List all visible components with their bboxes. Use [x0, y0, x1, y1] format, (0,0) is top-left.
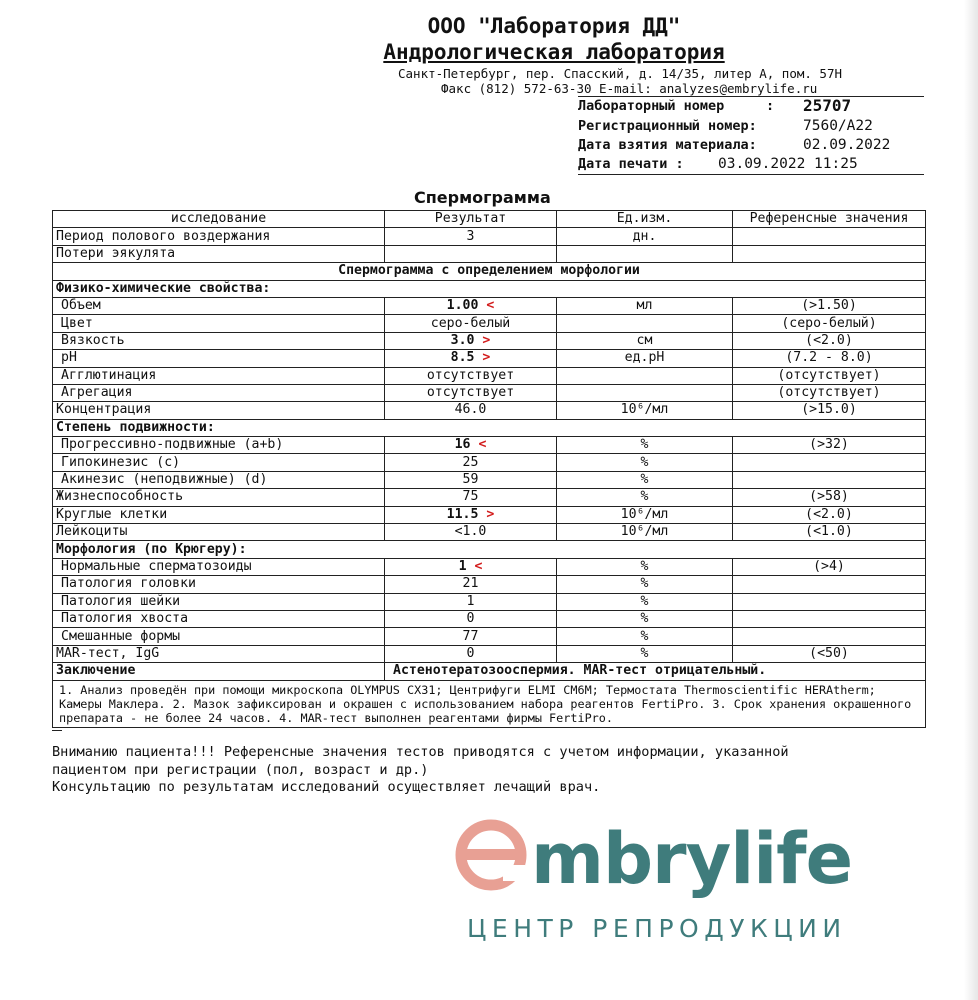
- section-phys-title: Физико-химические свойства:: [53, 280, 926, 297]
- test-result: серо-белый: [385, 315, 557, 332]
- test-name: Круглые клетки: [53, 506, 385, 523]
- test-ref: [733, 228, 926, 245]
- print-date: 03.09.2022 11:25: [718, 156, 858, 172]
- table-row: [53, 297, 926, 314]
- test-name: Цвет: [53, 315, 385, 332]
- test-ref: [733, 471, 926, 488]
- test-ref: (>58): [733, 489, 926, 506]
- test-ref: (<1.0): [733, 524, 926, 541]
- test-unit: %: [557, 645, 733, 662]
- test-name: pH: [53, 350, 385, 367]
- test-result: 8.5 >: [385, 350, 557, 367]
- test-unit: ед.pH: [557, 350, 733, 367]
- results-table: [52, 210, 926, 728]
- table-row: [53, 245, 926, 262]
- test-unit: см: [557, 332, 733, 349]
- test-unit: 10⁶/мл: [557, 402, 733, 419]
- test-name: Смешанные формы: [53, 628, 385, 645]
- embrylife-logo: [455, 815, 885, 945]
- warning-line: Консультацию по результатам исследований осуществляет лечащий врач.: [52, 779, 601, 795]
- table-row: [53, 576, 926, 593]
- test-ref: [733, 454, 926, 471]
- test-result: 11.5 >: [385, 506, 557, 523]
- reg-number: 7560/A22: [803, 118, 873, 134]
- test-result: 21: [385, 576, 557, 593]
- test-ref: (серо-белый): [733, 315, 926, 332]
- test-name: Период полового воздержания: [53, 228, 385, 245]
- col-header-result: Результат: [385, 211, 557, 228]
- test-ref: (<2.0): [733, 332, 926, 349]
- test-name: Вязкость: [53, 332, 385, 349]
- test-result: 3.0 >: [385, 332, 557, 349]
- table-row: [53, 454, 926, 471]
- patient-warning: [52, 744, 789, 797]
- test-ref: (отсутствует): [733, 384, 926, 401]
- test-ref: [733, 576, 926, 593]
- section-row: [53, 541, 926, 558]
- test-ref: (отсутствует): [733, 367, 926, 384]
- table-row: [53, 350, 926, 367]
- notes-text: 1. Анализ проведён при помощи микроскопа OLYMPUS CX31; Центрифуги ELMI CM6M; Термостата Thermoscientific HERAtherm; Камеры Маклера. 2. Мазок зафиксирован и окрашен с использованием набора реагентов FertiPro. 3. Срок хранения окрашенного препарата - не более 24 часов. 4. MAR-тест выполнен реагентами фирмы FertiPro.: [53, 680, 926, 727]
- test-name: Нормальные сперматозоиды: [53, 558, 385, 575]
- test-name: Патология хвоста: [53, 610, 385, 627]
- org-name: ООО "Лаборатория ДД": [427, 14, 681, 38]
- test-unit: [557, 245, 733, 262]
- address: Санкт-Петербург, пер. Спасский, д. 14/35, литер А, пом. 57Н: [398, 66, 843, 81]
- table-row: [53, 506, 926, 523]
- test-result: 77: [385, 628, 557, 645]
- test-unit: [557, 315, 733, 332]
- logo-wordmark: mbrylife: [531, 818, 853, 900]
- test-name: Лейкоциты: [53, 524, 385, 541]
- test-unit: %: [557, 628, 733, 645]
- flag-low: <: [474, 559, 483, 574]
- lab-number-label: Лабораторный номер: [578, 98, 725, 114]
- test-ref: (>1.50): [733, 297, 926, 314]
- flag-high: >: [482, 332, 491, 348]
- test-unit: 10⁶/мл: [557, 506, 733, 523]
- test-ref: [733, 593, 926, 610]
- test-unit: %: [557, 437, 733, 454]
- table-row: [53, 367, 926, 384]
- test-ref: (>32): [733, 437, 926, 454]
- flag-high: >: [486, 506, 495, 522]
- contacts: Факс (812) 572-63-30 E-mail: analyzes@embrylife.ru: [441, 81, 818, 96]
- reg-number-label: Регистрационный номер:: [578, 118, 757, 134]
- test-ref: (<50): [733, 645, 926, 662]
- flag-low: <: [486, 298, 495, 314]
- test-ref: (7.2 - 8.0): [733, 350, 926, 367]
- test-result: 0: [385, 645, 557, 662]
- test-name: Потери эякулята: [53, 245, 385, 262]
- test-result: 0: [385, 610, 557, 627]
- table-row: [53, 332, 926, 349]
- test-result: 16 <: [385, 437, 557, 454]
- table-row: [53, 402, 926, 419]
- test-unit: %: [557, 610, 733, 627]
- test-unit: %: [557, 454, 733, 471]
- test-ref: (>15.0): [733, 402, 926, 419]
- table-row: [53, 384, 926, 401]
- test-name: Прогрессивно-подвижные (a+b): [53, 437, 385, 454]
- test-name: Гипокинезис (c): [53, 454, 385, 471]
- test-name: Агрегация: [53, 384, 385, 401]
- table-row: [53, 628, 926, 645]
- conclusion-row: [53, 663, 926, 680]
- table-row: [53, 558, 926, 575]
- test-unit: %: [557, 471, 733, 488]
- table-row: [53, 437, 926, 454]
- conclusion-label: Заключение: [53, 663, 385, 680]
- table-row: [53, 593, 926, 610]
- col-header-test: исследование: [53, 211, 385, 228]
- report-title: Спермограмма: [414, 188, 551, 207]
- test-result: 1.00 <: [385, 297, 557, 314]
- sample-date-row: [578, 137, 891, 153]
- col-header-unit: Ед.изм.: [557, 211, 733, 228]
- test-ref: [733, 628, 926, 645]
- section-motility-title: Степень подвижности:: [53, 419, 926, 436]
- table-row: [53, 610, 926, 627]
- lab-number: 25707: [803, 96, 852, 115]
- section-row: [53, 280, 926, 297]
- test-name: Жизнеспособность: [53, 489, 385, 506]
- test-ref: (>4): [733, 558, 926, 575]
- table-row: [53, 489, 926, 506]
- test-name: Агглютинация: [53, 367, 385, 384]
- page-edge-shadow: [964, 0, 978, 1000]
- logo-tagline: ЦЕНТР РЕПРОДУКЦИИ: [467, 914, 847, 943]
- sample-date-label: Дата взятия материала:: [578, 137, 757, 153]
- flag-high: >: [482, 350, 491, 366]
- test-ref: (<2.0): [733, 506, 926, 523]
- table-row: [53, 228, 926, 245]
- test-unit: 10⁶/мл: [557, 524, 733, 541]
- lab-number-sep: :: [766, 98, 775, 114]
- notes-row: [53, 680, 926, 727]
- test-result: 3: [385, 228, 557, 245]
- test-unit: мл: [557, 297, 733, 314]
- test-unit: %: [557, 593, 733, 610]
- test-unit: %: [557, 489, 733, 506]
- print-date-row: [578, 156, 858, 172]
- test-name: Объем: [53, 297, 385, 314]
- meta-bottom-rule: [578, 174, 924, 175]
- test-unit: дн.: [557, 228, 733, 245]
- flag-low: <: [478, 437, 487, 453]
- lab-name: Андрологическая лаборатория: [383, 40, 725, 64]
- test-name: Патология головки: [53, 576, 385, 593]
- test-result: [385, 245, 557, 262]
- test-unit: %: [557, 576, 733, 593]
- test-unit: [557, 367, 733, 384]
- warning-line: Вниманию пациента!!! Референсные значения тестов приводятся с учетом информации, указанной: [52, 744, 789, 760]
- logo-e-mark: [461, 825, 525, 885]
- meta-top-rule: [578, 96, 924, 97]
- test-ref: [733, 245, 926, 262]
- table-row: [53, 471, 926, 488]
- section-main-title: Спермограмма с определением морфологии: [53, 263, 926, 280]
- print-date-label: Дата печати :: [578, 156, 684, 172]
- warning-line: пациентом при регистрации (пол, возраст и др.): [52, 761, 429, 778]
- test-result: 46.0: [385, 402, 557, 419]
- test-result: 1: [385, 593, 557, 610]
- table-row: [53, 524, 926, 541]
- test-unit: [557, 384, 733, 401]
- separator-dash: [52, 730, 62, 731]
- test-result: отсутствует: [385, 384, 557, 401]
- test-ref: [733, 610, 926, 627]
- lab-number-row: [578, 96, 852, 115]
- test-result: отсутствует: [385, 367, 557, 384]
- test-name: Акинезис (неподвижные) (d): [53, 471, 385, 488]
- conclusion-text: Астенотератозооспермия. MAR-тест отрицательный.: [385, 663, 926, 680]
- sample-date: 02.09.2022: [803, 137, 891, 153]
- table-header-row: [53, 211, 926, 228]
- section-morph-title: Морфология (по Крюгеру):: [53, 541, 926, 558]
- table-row: [53, 645, 926, 662]
- test-result: 59: [385, 471, 557, 488]
- test-result: 1 <: [385, 558, 557, 575]
- section-row: [53, 263, 926, 280]
- test-unit: %: [557, 558, 733, 575]
- test-name: Патология шейки: [53, 593, 385, 610]
- test-result: 25: [385, 454, 557, 471]
- test-result: 75: [385, 489, 557, 506]
- col-header-ref: Референсные значения: [733, 211, 926, 228]
- test-name: Концентрация: [53, 402, 385, 419]
- section-row: [53, 419, 926, 436]
- test-name: MAR-тест, IgG: [53, 645, 385, 662]
- table-row: [53, 315, 926, 332]
- reg-number-row: [578, 118, 873, 134]
- test-result: <1.0: [385, 524, 557, 541]
